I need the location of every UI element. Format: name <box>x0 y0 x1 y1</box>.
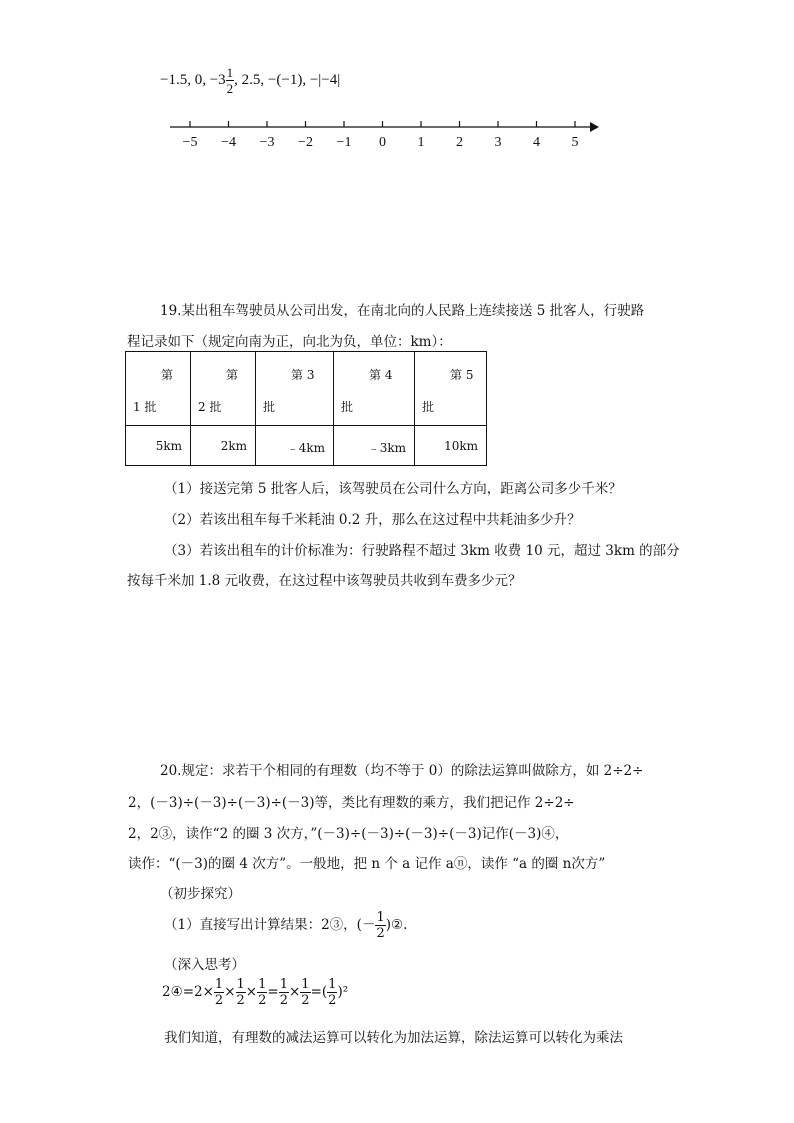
number-line <box>165 115 605 155</box>
q20-last-line: 我们知道，有理数的减法运算可以转化为加法运算，除法运算可以转化为乘法 <box>164 1030 623 1046</box>
fraction-one-half: $\frac{1}{2}$ <box>236 977 245 1008</box>
number-line-label: −3 <box>259 135 275 150</box>
trip-table <box>125 351 487 466</box>
number-line-label: 2 <box>456 135 463 150</box>
q20-sub1: （1）直接写出计算结果：2③，(－ $\frac{1}{2}$ )②. <box>164 910 408 941</box>
arrow-right-icon <box>590 122 599 132</box>
trip-value-3: ﹣4km <box>286 441 325 455</box>
q20-line3: 2，2③，读作“2 的圈 3 次方，”(－3)÷(－3)÷(－3)÷(－3)记作(－3)④， <box>128 826 569 842</box>
fraction-one-half: $\frac{1}{2}$ <box>226 65 234 96</box>
fraction-one-half: $\frac{1}{2}$ <box>328 977 337 1008</box>
number-line-label: −1 <box>336 135 352 150</box>
q20-explore-heading: （初步探究） <box>160 886 241 902</box>
number-line-label: 3 <box>494 135 502 150</box>
trip-value-5: 10km <box>444 439 478 453</box>
number-line-label: 1 <box>417 135 425 150</box>
q19-line2: 程记录如下（规定向南为正，向北为负，单位：km）： <box>127 334 452 350</box>
fraction-one-half: $\frac{1}{2}$ <box>214 977 224 1008</box>
q20-line4: 读作：“(－3)的圈 4 次方”。一般地，把 n 个 a 记作 aⓝ，读作 “a 的圈 n次方” <box>128 856 606 872</box>
number-list-part1: −1.5, 0, −3 <box>160 71 226 88</box>
trip-value-4: ﹣3km <box>367 441 406 455</box>
trip-table-header-row <box>126 352 487 426</box>
trip-header-4: 第 4 批 <box>341 368 393 414</box>
q19-sub3b: 按每千米加 1.8 元收费，在这过程中该驾驶员共收到车费多少元？ <box>127 573 522 589</box>
q19-line1: 19.某出租车驾驶员从公司出发，在南北向的人民路上连续接送 5 批客人，行驶路 <box>160 303 645 319</box>
number-list <box>160 66 340 95</box>
q20-line1: 20.规定：求若干个相同的有理数（均不等于 0）的除法运算叫做除方，如 2÷2÷ <box>160 763 644 779</box>
q19-sub3a: （3）若该出租车的计价标准为：行驶路程不超过 3km 收费 10 元，超过 3km 的部分 <box>164 543 680 559</box>
q20-line2: 2，(－3)÷(－3)÷(－3)÷(－3)等，类比有理数的乘方，我们把记作 2÷2÷ <box>128 795 575 811</box>
trip-table-value-row <box>126 426 487 466</box>
trip-value-1: 5km <box>155 439 182 453</box>
number-line-ticks <box>183 121 579 150</box>
number-line-label: 4 <box>533 135 540 150</box>
number-line-label: −5 <box>182 135 198 150</box>
number-line-label: −4 <box>221 135 236 150</box>
number-list-part2: , 2.5, −(−1), −|−4| <box>234 71 341 88</box>
trip-header-2: 第 2 批 <box>198 368 239 414</box>
fraction-one-half: $\frac{1}{2}$ <box>258 977 267 1008</box>
q20-equation: 2④=2× $\frac{1}{2}$ × $\frac{1}{2}$ × $\frac{1}{2}$ = $\frac{1}{2}$ × $\frac{1}{2}$ =( $\frac{1}{2}$ )² <box>162 977 349 1008</box>
q19-sub2: （2）若该出租车每千米耗油 0.2 升，那么在这过程中共耗油多少升？ <box>164 512 581 528</box>
q19-sub1: （1）接送完第 5 批客人后，该驾驶员在公司什么方向，距离公司多少千米？ <box>164 481 622 497</box>
number-line-label: −2 <box>298 135 313 150</box>
q20-think-heading: （深入思考） <box>164 957 245 973</box>
fraction-one-half: $\frac{1}{2}$ <box>279 977 288 1008</box>
fraction-one-half: $\frac{1}{2}$ <box>301 977 310 1008</box>
trip-value-2: 2km <box>220 439 247 453</box>
trip-header-3: 第 3 批 <box>263 368 315 414</box>
trip-header-1: 第 1 批 <box>133 368 174 414</box>
fraction-one-half: $\frac{1}{2}$ <box>376 910 385 941</box>
number-line-label: 5 <box>571 135 579 150</box>
number-line-label: 0 <box>379 135 386 150</box>
trip-header-5: 第 5 批 <box>422 368 474 414</box>
